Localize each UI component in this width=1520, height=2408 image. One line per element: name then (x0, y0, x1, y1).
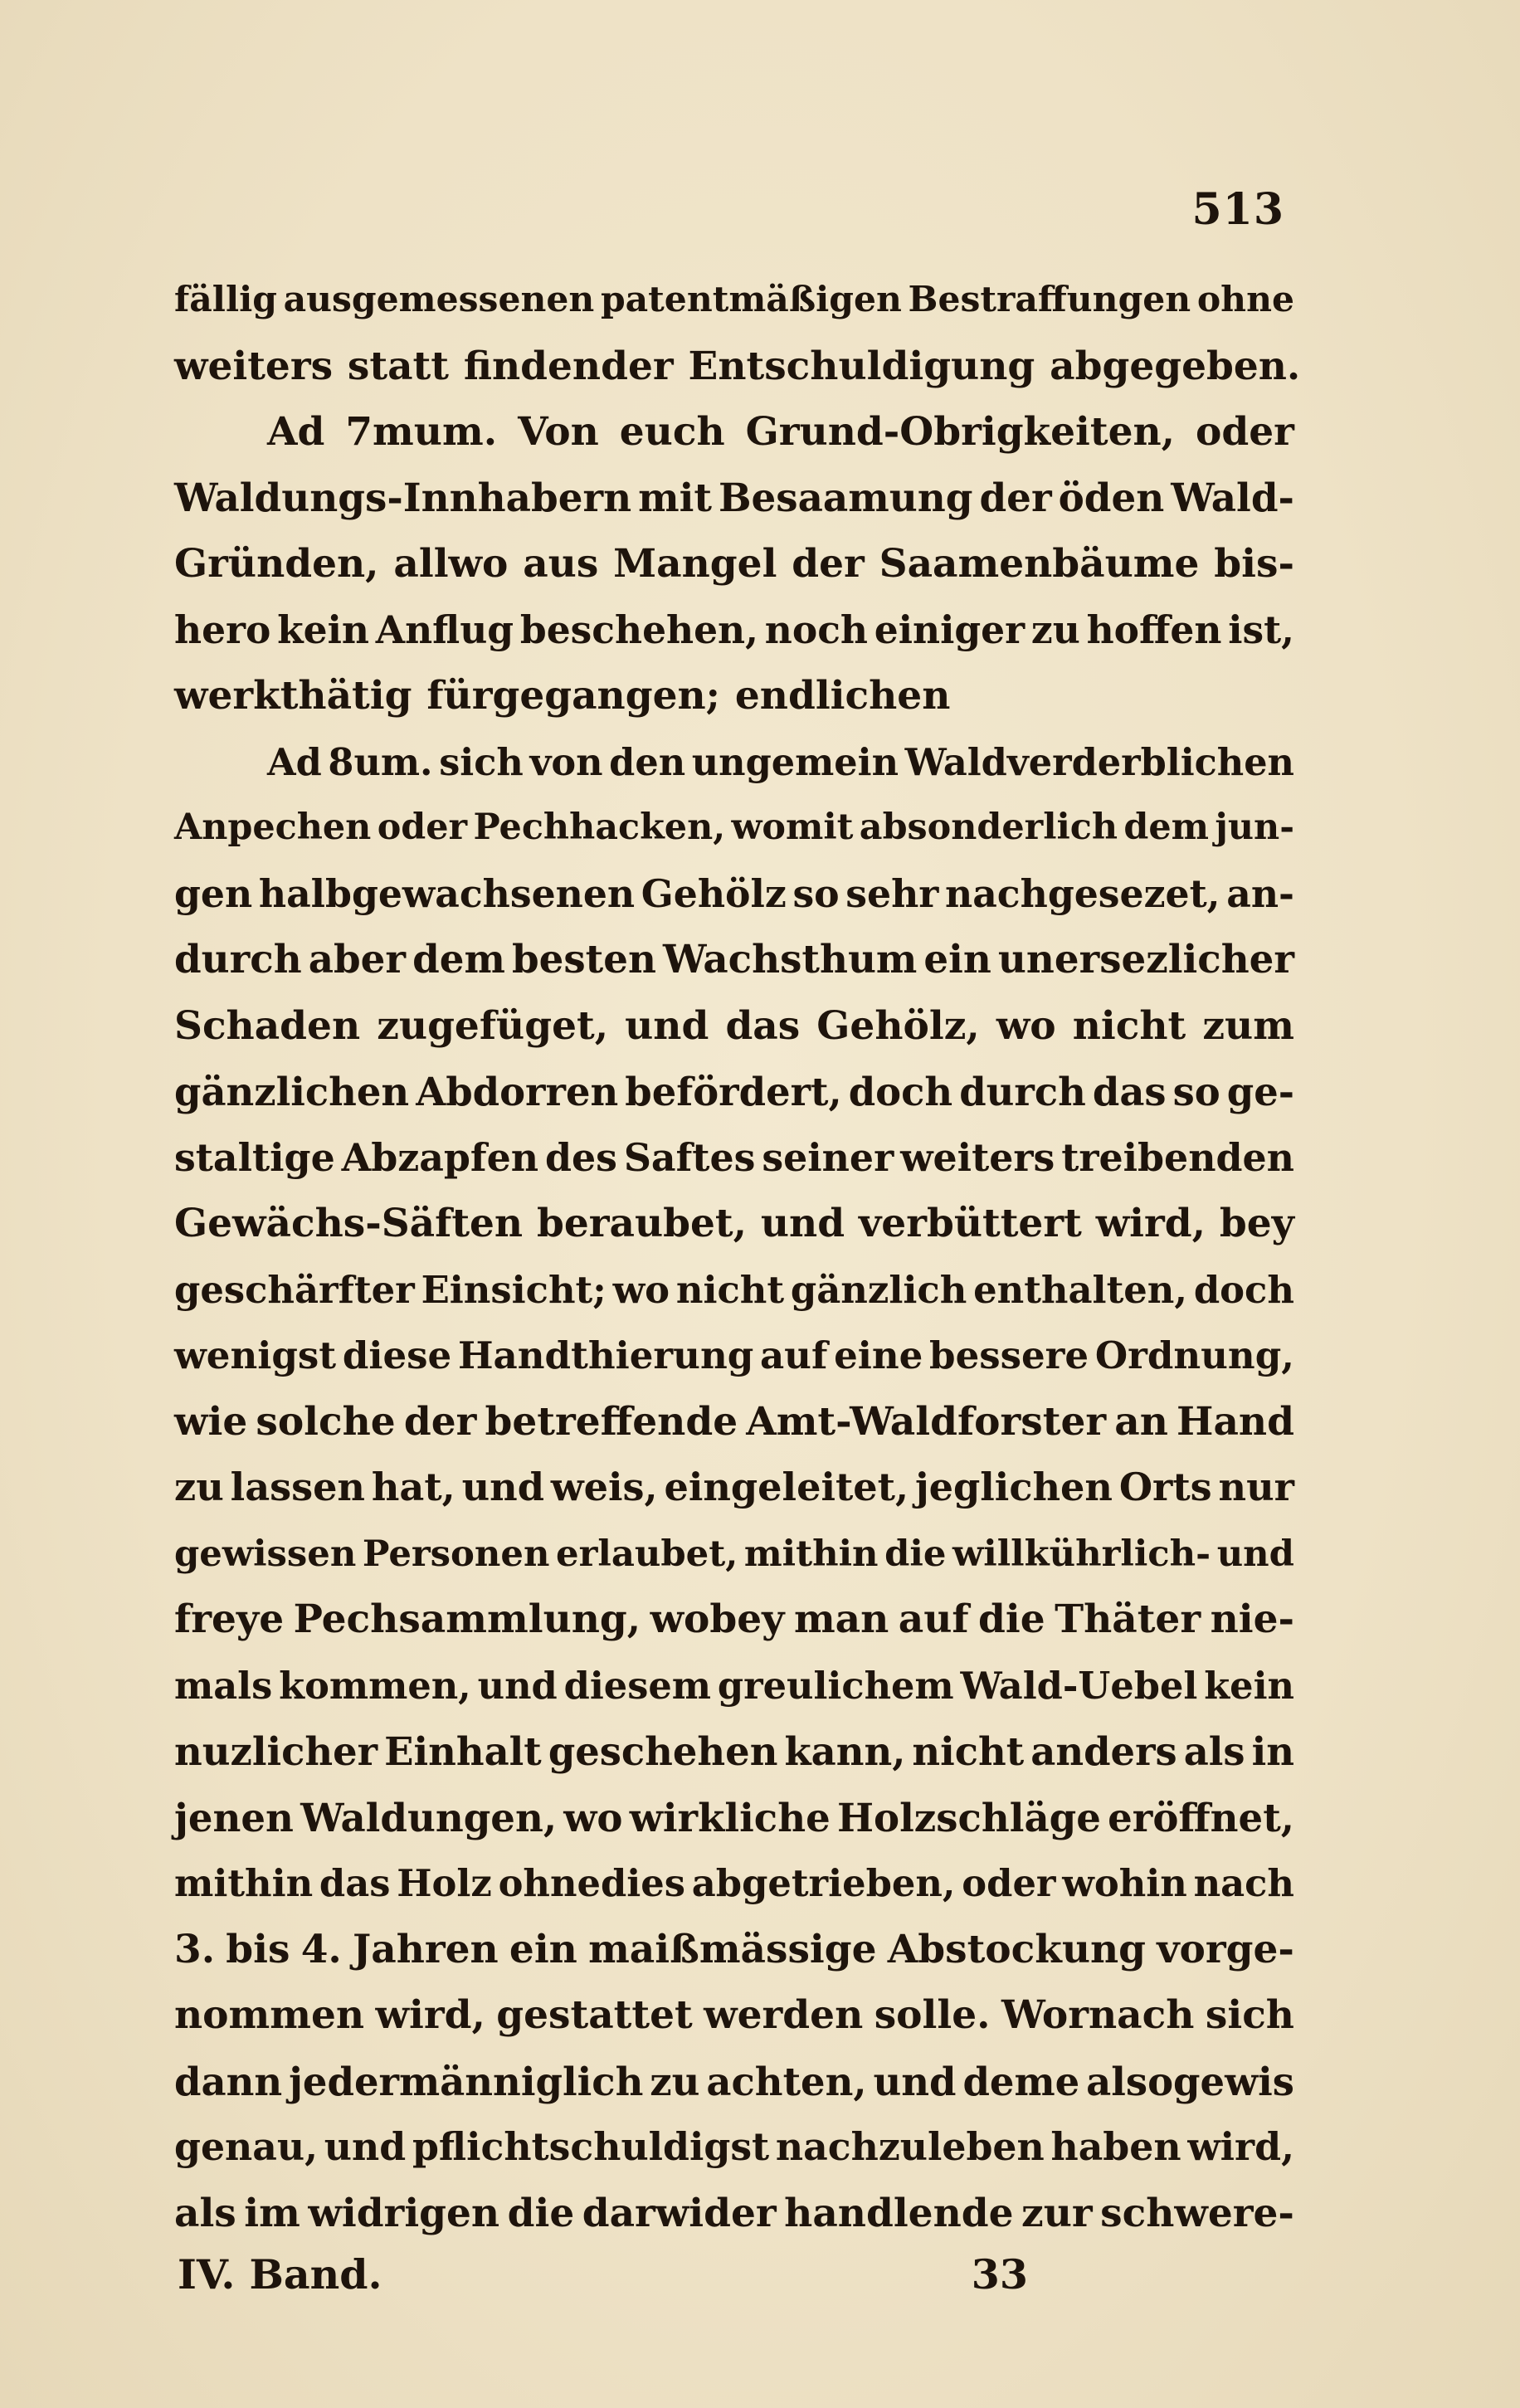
text-line: gewissen Personen erlaubet, mithin die willkührlich- und (174, 1532, 1294, 1575)
body-text (174, 267, 1301, 2246)
text-line: mithin das Holz ohnedies abgetrieben, oder wohin nach (174, 1861, 1294, 1905)
text-line: Gründen, allwo aus Mangel der Saamenbäume bis- (174, 541, 1294, 587)
signature-mark: 33 (971, 2250, 1028, 2298)
text-line: nommen wird, gestattet werden solle. Wornach sich (174, 1992, 1294, 2038)
text-line: Schaden zugefüget, und das Gehölz, wo nicht zum (174, 1002, 1294, 1049)
text-line: gänzlichen Abdorren befördert, doch durch das so ge- (174, 1069, 1294, 1114)
text-line: weiters statt findender Entschuldigung abgegeben. (174, 343, 1301, 389)
text-line: hero kein Anflug beschehen, noch einiger zu hoffen ist, (174, 607, 1294, 652)
text-line: wie solche der betreffende Amt-Waldforster an Hand (174, 1398, 1294, 1445)
text-line: werkthätig fürgegangen; endlichen (174, 673, 951, 719)
text-line: gen halbgewachsenen Gehölz so sehr nachgesezet, an- (174, 870, 1294, 916)
text-line: Waldungs-Innhabern mit Besaamung der öden Wald- (174, 475, 1294, 521)
text-line: Gewächs-Säften beraubet, und verbüttert wird, bey (174, 1201, 1294, 1246)
text-line: genau, und pflichtschuldigst nachzuleben haben wird, (174, 2124, 1294, 2169)
text-line: zu lassen hat, und weis, eingeleitet, jeglichen Orts nur (174, 1465, 1294, 1509)
text-line: Ad 7mum. Von euch Grund-Obrigkeiten, oder (267, 409, 1294, 455)
text-line: mals kommen, und diesem greulichem Wald-Uebel kein (174, 1663, 1294, 1708)
text-line: Ad 8um. sich von den ungemein Waldverderblichen (267, 739, 1294, 784)
text-line: als im widrigen die darwider handlende zur schwere- (174, 2190, 1294, 2236)
text-line: 3. bis 4. Jahren ein maißmässige Abstockung vorge- (174, 1926, 1294, 1972)
text-line: jenen Waldungen, wo wirkliche Holzschläge eröffnet, (174, 1794, 1294, 1840)
text-line: dann jedermänniglich zu achten, und deme alsogewis (174, 2058, 1294, 2104)
text-line: nuzlicher Einhalt geschehen kann, nicht anders als in (174, 1728, 1294, 1774)
volume-label: IV. Band. (178, 2250, 382, 2298)
text-line: durch aber dem besten Wachsthum ein unersezlicher (174, 937, 1294, 982)
page-number: 513 (1191, 184, 1284, 235)
text-line: fällig ausgemessenen patentmäßigen Bestraffungen ohne (174, 279, 1294, 320)
text-line: Anpechen oder Pechhacken, womit absonderlich dem jun- (174, 807, 1294, 848)
text-line: freye Pechsammlung, wobey man auf die Thäter nie- (174, 1596, 1294, 1642)
text-line: staltige Abzapfen des Saftes seiner weiters treibenden (174, 1134, 1294, 1180)
text-line: wenigst diese Handthierung auf eine bessere Ordnung, (174, 1333, 1294, 1377)
text-line: geschärfter Einsicht; wo nicht gänzlich enthalten, doch (174, 1267, 1294, 1312)
